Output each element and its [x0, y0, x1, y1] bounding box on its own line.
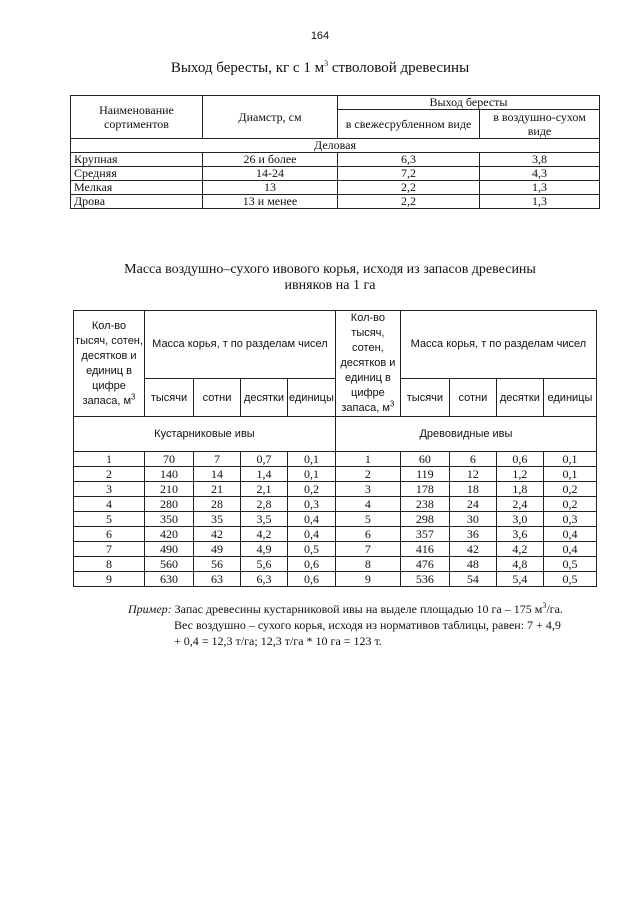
table-cell: 8 — [74, 557, 145, 572]
table-cell: 536 — [400, 572, 449, 587]
header-tens: десятки — [496, 379, 543, 417]
table-cell: 0,3 — [543, 512, 596, 527]
header-thousands: тысячи — [400, 379, 449, 417]
table-cell: 298 — [400, 512, 449, 527]
table-cell: 28 — [194, 497, 241, 512]
table-cell: 6 — [449, 452, 496, 467]
table-cell: 63 — [194, 572, 241, 587]
table-row — [74, 557, 597, 572]
table-cell: 140 — [145, 467, 194, 482]
table-cell: 1,8 — [496, 482, 543, 497]
table-row — [71, 195, 600, 209]
table-cell: 3,8 — [480, 153, 600, 167]
table-cell: 7 — [194, 452, 241, 467]
table-cell: 7,2 — [338, 167, 480, 181]
table-cell: 30 — [449, 512, 496, 527]
table-cell: 12 — [449, 467, 496, 482]
table-cell: 9 — [335, 572, 400, 587]
table-cell: 54 — [449, 572, 496, 587]
table-cell: 0,6 — [496, 452, 543, 467]
table-cell: Мелкая — [71, 181, 203, 195]
table-cell: 2,2 — [338, 195, 480, 209]
table-cell: 0,6 — [288, 572, 336, 587]
table-cell: 5,4 — [496, 572, 543, 587]
table-cell: 6,3 — [241, 572, 288, 587]
table-cell: 4,9 — [241, 542, 288, 557]
table-cell: Дрова — [71, 195, 203, 209]
table-cell: 42 — [194, 527, 241, 542]
section-tree-willow: Древовидные ивы — [335, 417, 596, 452]
table-row — [71, 153, 600, 167]
header-hundreds: сотни — [449, 379, 496, 417]
table-cell: 1,3 — [480, 195, 600, 209]
section-shrub-willow: Кустарниковые ивы — [74, 417, 336, 452]
table-cell: 0,4 — [288, 512, 336, 527]
table-cell: 2 — [74, 467, 145, 482]
willow-bark-mass-table — [73, 310, 597, 587]
table-row — [74, 572, 597, 587]
table-cell: 5 — [335, 512, 400, 527]
table-cell: 1,4 — [241, 467, 288, 482]
table-row — [74, 467, 597, 482]
table-cell: Крупная — [71, 153, 203, 167]
table-cell: 18 — [449, 482, 496, 497]
table-cell: 0,6 — [288, 557, 336, 572]
table-cell: 4,2 — [241, 527, 288, 542]
header-count-left: Кол-во тысяч, сотен, десятков и единиц в цифре запаса, $м^3$ — [74, 311, 145, 417]
table-cell: 6,3 — [338, 153, 480, 167]
table-cell: 13 — [203, 181, 338, 195]
table-cell: 357 — [400, 527, 449, 542]
table-cell: 178 — [400, 482, 449, 497]
table-cell: 119 — [400, 467, 449, 482]
table-cell: 0,7 — [241, 452, 288, 467]
table-cell: 14 — [194, 467, 241, 482]
table-cell: 0,1 — [543, 467, 596, 482]
table-row — [74, 542, 597, 557]
table-cell: 35 — [194, 512, 241, 527]
table-row — [74, 512, 597, 527]
table-cell: 21 — [194, 482, 241, 497]
table-cell: 2,2 — [338, 181, 480, 195]
table-cell: 5,6 — [241, 557, 288, 572]
table-cell: 9 — [74, 572, 145, 587]
table-cell: 3,5 — [241, 512, 288, 527]
table-cell: 26 и более — [203, 153, 338, 167]
table-cell: 6 — [335, 527, 400, 542]
table-row — [74, 452, 597, 467]
table-cell: 49 — [194, 542, 241, 557]
table-cell: 0,3 — [288, 497, 336, 512]
table-cell: 36 — [449, 527, 496, 542]
table-cell: 2,8 — [241, 497, 288, 512]
table-cell: 0,1 — [288, 452, 336, 467]
table2-body — [74, 452, 597, 587]
table-cell: 13 и менее — [203, 195, 338, 209]
table-cell: 24 — [449, 497, 496, 512]
header-units: единицы — [543, 379, 596, 417]
table-row — [74, 497, 597, 512]
table-cell: 6 — [74, 527, 145, 542]
table-cell: 630 — [145, 572, 194, 587]
table-row — [74, 482, 597, 497]
table-cell: 2,4 — [496, 497, 543, 512]
table-cell: 2,1 — [241, 482, 288, 497]
table-cell: 0,4 — [288, 527, 336, 542]
table-cell: 210 — [145, 482, 194, 497]
table-cell: 238 — [400, 497, 449, 512]
example-label: Пример: — [128, 602, 172, 616]
table-cell: 5 — [74, 512, 145, 527]
table-cell: 3,6 — [496, 527, 543, 542]
header-tens: десятки — [241, 379, 288, 417]
header-mass-right: Масса корья, т по разделам чисел — [400, 311, 596, 379]
header-bark-yield: Выход бересты — [338, 96, 600, 110]
table-cell: 42 — [449, 542, 496, 557]
table-row — [71, 181, 600, 195]
table-cell: 0,2 — [543, 482, 596, 497]
table-cell: 56 — [194, 557, 241, 572]
table-cell: 7 — [335, 542, 400, 557]
table-cell: 0,1 — [288, 467, 336, 482]
table-cell: 8 — [335, 557, 400, 572]
page-number: 164 — [310, 30, 330, 42]
table-cell: 350 — [145, 512, 194, 527]
header-dry: в воздушно-сухом виде — [480, 110, 600, 139]
table-cell: Средняя — [71, 167, 203, 181]
table-cell: 48 — [449, 557, 496, 572]
table-cell: 4,2 — [496, 542, 543, 557]
table-cell: 0,4 — [543, 527, 596, 542]
header-hundreds: сотни — [194, 379, 241, 417]
table-cell: 1,2 — [496, 467, 543, 482]
table-cell: 560 — [145, 557, 194, 572]
table-cell: 2 — [335, 467, 400, 482]
header-count-right: Кол-во тысяч, сотен, десятков и единиц в цифре запаса, $м^3$ — [335, 311, 400, 417]
table-cell: 60 — [400, 452, 449, 467]
table-cell: 420 — [145, 527, 194, 542]
header-thousands: тысячи — [145, 379, 194, 417]
table-cell: 4 — [335, 497, 400, 512]
table-cell: 3 — [74, 482, 145, 497]
table-cell: 3,0 — [496, 512, 543, 527]
table-cell: 490 — [145, 542, 194, 557]
table-row — [74, 527, 597, 542]
table-cell: 0,5 — [543, 557, 596, 572]
table-cell: 280 — [145, 497, 194, 512]
table-cell: 1 — [335, 452, 400, 467]
section-delovaya: Деловая — [71, 139, 600, 153]
table-cell: 1,3 — [480, 181, 600, 195]
header-diameter: Диамстр, см — [203, 96, 338, 139]
table2-title: Масса воздушно–сухого ивового корья, исходя из запасов древесины ивняков на 1 га — [124, 262, 536, 293]
table-cell: 3 — [335, 482, 400, 497]
table-cell: 4,8 — [496, 557, 543, 572]
table-cell: 416 — [400, 542, 449, 557]
table1-title: Выход бересты, кг с 1 $м^3$ стволовой древесины — [170, 59, 470, 76]
birch-bark-yield-table — [70, 95, 600, 209]
table-cell: 476 — [400, 557, 449, 572]
table-cell: 0,2 — [288, 482, 336, 497]
table-cell: 1 — [74, 452, 145, 467]
header-fresh: в свежесрубленном виде — [338, 110, 480, 139]
table-cell: 4 — [74, 497, 145, 512]
table-cell: 0,4 — [543, 542, 596, 557]
table-cell: 0,2 — [543, 497, 596, 512]
example-note: Пример: Запас древесины кустарниковой ивы на выделе площадью 10 га – 175 $м^3/га$. Вес воздушно – сухого корья, исходя из нормативов таблицы, равен: 7 + 4,9 + 0,4 = 12,3 т/га; 12,3 т/га * 10 га = 123 т. — [128, 601, 563, 648]
table-cell: 0,5 — [288, 542, 336, 557]
table-cell: 14-24 — [203, 167, 338, 181]
header-units: единицы — [288, 379, 336, 417]
table1-body — [71, 153, 600, 209]
table-cell: 70 — [145, 452, 194, 467]
table-row — [71, 167, 600, 181]
table-cell: 0,1 — [543, 452, 596, 467]
table-cell: 4,3 — [480, 167, 600, 181]
header-assortment: Наименование сортиментов — [71, 96, 203, 139]
table-cell: 0,5 — [543, 572, 596, 587]
header-mass-left: Масса корья, т по разделам чисел — [145, 311, 336, 379]
table-cell: 7 — [74, 542, 145, 557]
